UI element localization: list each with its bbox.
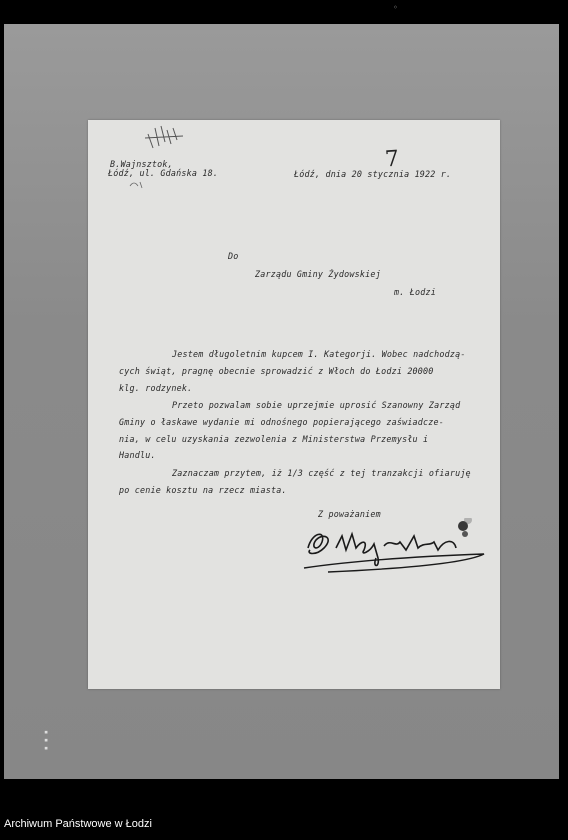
film-edge-marks: ▪ ▪ ▪ [44,728,49,752]
archive-footer-label: Archiwum Państwowe w Łodzi [4,818,152,830]
closing-salutation: Z poważaniem [318,509,381,519]
body-line: Zaznaczam przytem, iż 1/3 część z tej tranzakcji ofiaruję [172,468,471,478]
film-top-mark: ◦ [393,3,398,12]
body-line: klg. rodzynek. [119,383,193,393]
body-line: Handlu. [119,450,156,460]
body-line: cych świąt, pragnę obecnie sprowadzić z Włoch do Łodzi 20000 [119,366,434,376]
recipient-organization: Zarządu Gminy Żydowskiej [255,269,381,279]
sender-address: Łódź, ul. Gdańska 18. [108,168,219,178]
sender-name: B.Wajnsztok, [110,159,173,169]
margin-mark [128,178,148,192]
archive-number: 7 [384,146,400,173]
body-line: Przeto pozwalam sobie uprzejmie uprosić Szanowny Zarząd [172,400,461,410]
body-line: nia, w celu uzyskania zezwolenia z Ministerstwa Przemysłu i [119,434,429,444]
body-line: po cenie kosztu na rzecz miasta. [119,485,287,495]
date-line: Łódź, dnia 20 stycznia 1922 r. [294,169,452,179]
handwritten-signature [298,518,490,578]
body-line: Jestem długoletnim kupcem I. Kategorji. Wobec nadchodzą- [172,349,466,359]
body-line: Gminy o łaskawe wydanie mi odnośnego popierającego zaświadcze- [119,417,445,427]
recipient-do: Do [228,251,239,261]
letter-page [88,120,500,689]
recipient-city: m. Łodzi [394,287,436,297]
pencil-marks [143,122,193,152]
